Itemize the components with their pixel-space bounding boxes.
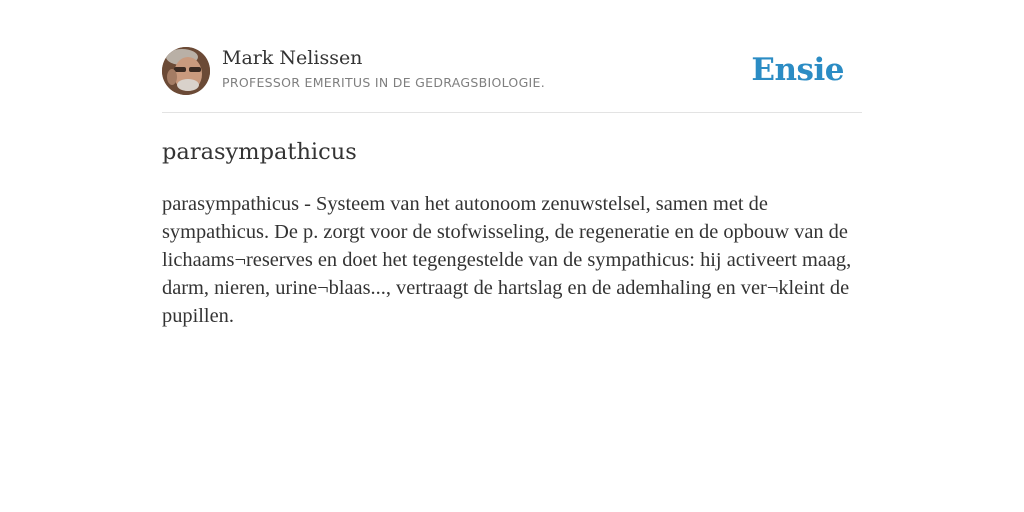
author-title: PROFESSOR EMERITUS IN DE GEDRAGSBIOLOGIE. bbox=[222, 75, 546, 90]
term-title: parasympathicus bbox=[162, 139, 357, 165]
term-definition: parasympathicus - Systeem van het autonoom zenuwstelsel, samen met de sympathicus. De p. zorgt voor de stofwisseling, de regeneratie en de opbouw van de lichaams¬reserves en doet het tegengestelde van de sympathicus: hij activeert maag, darm, nieren, urine¬blaas..., vertraagt de hartslag en de ademhaling en ver¬kleint de pupillen. bbox=[162, 193, 852, 327]
avatar-photo-icon bbox=[162, 47, 210, 95]
author-name[interactable]: Mark Nelissen bbox=[222, 47, 363, 69]
ensie-logo[interactable]: Ensie bbox=[751, 52, 844, 88]
author-header bbox=[162, 0, 862, 113]
content-container bbox=[162, 0, 862, 327]
author-avatar[interactable] bbox=[162, 47, 210, 95]
